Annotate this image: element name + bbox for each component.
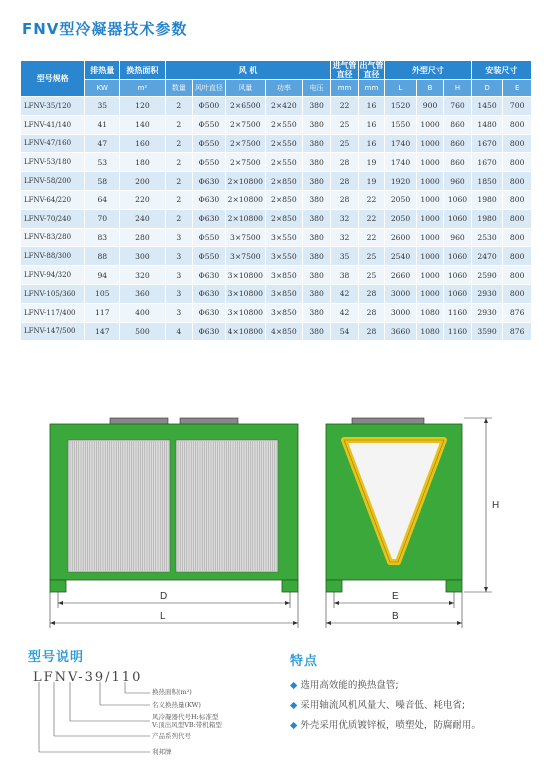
header-capacity: 排热量: [85, 61, 120, 80]
table-cell: 1080: [416, 322, 443, 341]
table-cell: Φ500: [193, 97, 226, 116]
legend-area: 换热面积(m²): [152, 688, 192, 696]
table-cell: 54: [331, 322, 358, 341]
table-cell: 25: [331, 134, 358, 153]
table-cell: 3×850: [265, 284, 302, 303]
table-cell: 16: [358, 115, 384, 134]
table-cell: 2×10800: [225, 172, 265, 191]
table-cell: LFNV-58/200: [21, 172, 85, 191]
table-cell: 380: [302, 115, 331, 134]
table-cell: LFNV-70/240: [21, 209, 85, 228]
table-cell: 2: [165, 209, 192, 228]
table-cell: LFNV-94/320: [21, 266, 85, 285]
table-row: [21, 228, 532, 247]
table-cell: 16: [358, 134, 384, 153]
condenser-drawing: [0, 400, 550, 635]
table-cell: 3: [165, 266, 192, 285]
table-cell: 2×7500: [225, 115, 265, 134]
dim-label-h: H: [492, 500, 500, 511]
table-cell: 860: [444, 134, 471, 153]
table-cell: 220: [120, 190, 165, 209]
table-cell: 380: [302, 172, 331, 191]
table-cell: 2050: [385, 209, 417, 228]
table-cell: Φ630: [193, 209, 226, 228]
diamond-bullet-icon: ◆: [290, 680, 298, 691]
spec-table-body: [21, 97, 532, 341]
subheader-power: 功率: [265, 80, 302, 97]
table-cell: 380: [302, 284, 331, 303]
table-cell: 1000: [416, 115, 443, 134]
table-cell: 380: [302, 228, 331, 247]
table-cell: 380: [302, 134, 331, 153]
table-cell: 2590: [471, 266, 503, 285]
front-leg-left: [50, 580, 66, 592]
table-cell: Φ630: [193, 322, 226, 341]
table-cell: 2930: [471, 284, 503, 303]
table-cell: 22: [331, 97, 358, 116]
table-cell: 876: [503, 322, 532, 341]
table-cell: 16: [358, 97, 384, 116]
table-cell: 2530: [471, 228, 503, 247]
table-cell: LFNV-117/400: [21, 303, 85, 322]
table-cell: 800: [503, 266, 532, 285]
table-cell: 380: [302, 266, 331, 285]
legend-series: 产品系列代号: [152, 732, 191, 740]
table-cell: 140: [120, 115, 165, 134]
model-section-heading: 型号说明: [28, 650, 85, 665]
table-cell: 4: [165, 322, 192, 341]
table-cell: 360: [120, 284, 165, 303]
table-cell: 1850: [471, 172, 503, 191]
table-cell: 120: [120, 97, 165, 116]
table-cell: 3: [165, 247, 192, 266]
table-row: [21, 115, 532, 134]
feature-item: ◆ 采用轴流风机风量大、噪音低、耗电省;: [290, 700, 466, 711]
table-cell: 1060: [444, 266, 471, 285]
table-cell: 2: [165, 153, 192, 172]
table-cell: 25: [358, 247, 384, 266]
table-cell: Φ630: [193, 303, 226, 322]
table-cell: 1550: [385, 115, 417, 134]
table-cell: 32: [331, 228, 358, 247]
side-leg-left: [326, 580, 342, 592]
table-cell: 25: [331, 115, 358, 134]
table-cell: 1000: [416, 190, 443, 209]
table-cell: 41: [85, 115, 120, 134]
table-cell: 2: [165, 115, 192, 134]
table-row: [21, 172, 532, 191]
table-cell: 2: [165, 172, 192, 191]
table-cell: 320: [120, 266, 165, 285]
table-cell: 83: [85, 228, 120, 247]
table-cell: LFNV-41/140: [21, 115, 85, 134]
table-cell: 3: [165, 284, 192, 303]
table-cell: 800: [503, 115, 532, 134]
table-cell: 800: [503, 209, 532, 228]
header-outlet: 出气管直径: [359, 61, 384, 79]
side-leg-right: [446, 580, 462, 592]
table-cell: 19: [358, 153, 384, 172]
table-cell: 380: [302, 190, 331, 209]
header-install: 安装尺寸: [471, 61, 531, 80]
table-cell: LFNV-83/280: [21, 228, 85, 247]
front-dimensions: [50, 592, 298, 628]
table-row: [21, 266, 532, 285]
table-row: [21, 303, 532, 322]
table-cell: 1160: [444, 322, 471, 341]
table-cell: 3660: [385, 322, 417, 341]
subheader-qty: 数量: [165, 80, 192, 97]
table-cell: 180: [120, 153, 165, 172]
table-cell: 42: [331, 303, 358, 322]
table-cell: 2×7500: [225, 153, 265, 172]
subheader-dia: 风叶直径: [193, 80, 226, 97]
legend-brand: 利邦牌: [152, 748, 172, 756]
table-cell: 1080: [416, 303, 443, 322]
features-heading: 特点: [290, 654, 319, 669]
table-cell: 1450: [471, 97, 503, 116]
table-cell: 1000: [416, 266, 443, 285]
table-cell: LFNV-88/300: [21, 247, 85, 266]
subheader-volt: 电压: [302, 80, 331, 97]
spec-table: [20, 60, 532, 341]
table-cell: 1740: [385, 134, 417, 153]
page-title: FNV型冷凝器技术参数: [22, 20, 188, 38]
table-cell: 22: [358, 228, 384, 247]
table-cell: 42: [331, 284, 358, 303]
table-cell: Φ630: [193, 172, 226, 191]
header-model: 型号规格: [21, 61, 85, 97]
table-cell: 800: [503, 190, 532, 209]
table-cell: 3000: [385, 303, 417, 322]
table-cell: 2930: [471, 303, 503, 322]
table-cell: 94: [85, 266, 120, 285]
table-cell: 760: [444, 97, 471, 116]
subheader-h: H: [444, 80, 471, 97]
legend-capacity: 名义换热量(KW): [152, 701, 201, 709]
table-cell: Φ550: [193, 228, 226, 247]
table-cell: 800: [503, 134, 532, 153]
subheader-mm-in: mm: [331, 80, 358, 97]
table-cell: LFNV-105/360: [21, 284, 85, 303]
table-cell: 28: [358, 322, 384, 341]
table-cell: 117: [85, 303, 120, 322]
table-cell: 2: [165, 190, 192, 209]
table-cell: 1000: [416, 284, 443, 303]
table-cell: LFNV-64/220: [21, 190, 85, 209]
table-cell: 1480: [471, 115, 503, 134]
table-cell: 58: [85, 172, 120, 191]
table-cell: 800: [503, 247, 532, 266]
table-cell: 2600: [385, 228, 417, 247]
table-cell: 380: [302, 303, 331, 322]
side-view: [326, 418, 462, 592]
table-cell: 1000: [416, 134, 443, 153]
header-inlet: 进气管直径: [332, 61, 357, 79]
table-cell: 1000: [416, 228, 443, 247]
table-cell: 2470: [471, 247, 503, 266]
table-cell: 1980: [471, 209, 503, 228]
table-cell: 860: [444, 153, 471, 172]
table-cell: 960: [444, 172, 471, 191]
table-cell: 960: [444, 228, 471, 247]
subheader-mm-out: mm: [358, 80, 384, 97]
table-cell: 3×850: [265, 266, 302, 285]
table-cell: 3×7500: [225, 228, 265, 247]
feature-item: ◆ 外壳采用优质镀锌板，喷塑处，防腐耐用。: [290, 720, 481, 731]
table-cell: Φ550: [193, 115, 226, 134]
table-cell: Φ550: [193, 153, 226, 172]
table-row: [21, 284, 532, 303]
table-cell: 28: [331, 153, 358, 172]
table-cell: 28: [358, 284, 384, 303]
table-row: [21, 247, 532, 266]
subheader-d: D: [471, 80, 503, 97]
diamond-bullet-icon: ◆: [290, 720, 298, 731]
subheader-m2: m²: [120, 80, 165, 97]
table-cell: 19: [358, 172, 384, 191]
table-cell: 1000: [416, 153, 443, 172]
table-cell: 38: [331, 266, 358, 285]
table-cell: 25: [358, 266, 384, 285]
table-cell: 1520: [385, 97, 417, 116]
table-cell: 3×850: [265, 303, 302, 322]
table-cell: LFNV-35/120: [21, 97, 85, 116]
table-cell: 380: [302, 153, 331, 172]
table-cell: 3×10800: [225, 303, 265, 322]
header-area: 换热面积: [120, 61, 165, 80]
table-cell: 1000: [416, 172, 443, 191]
table-cell: 4×850: [265, 322, 302, 341]
dim-label-d: D: [160, 591, 168, 602]
table-cell: 64: [85, 190, 120, 209]
subheader-flow: 风量: [225, 80, 265, 97]
table-cell: 380: [302, 247, 331, 266]
table-cell: 4×10800: [225, 322, 265, 341]
table-cell: 2: [165, 97, 192, 116]
table-cell: 500: [120, 322, 165, 341]
table-cell: 28: [331, 190, 358, 209]
table-cell: 380: [302, 209, 331, 228]
table-cell: 800: [503, 153, 532, 172]
table-cell: 3: [165, 303, 192, 322]
table-cell: 35: [331, 247, 358, 266]
table-cell: 1920: [385, 172, 417, 191]
table-cell: 400: [120, 303, 165, 322]
table-cell: 35: [85, 97, 120, 116]
table-cell: 2×850: [265, 172, 302, 191]
legend-type-2: V:顶出风型VB:带机箱型: [152, 721, 222, 729]
table-cell: 2×550: [265, 134, 302, 153]
table-cell: 800: [503, 172, 532, 191]
table-cell: 3×550: [265, 228, 302, 247]
table-row: [21, 209, 532, 228]
table-cell: 200: [120, 172, 165, 191]
table-cell: 700: [503, 97, 532, 116]
table-cell: 47: [85, 134, 120, 153]
table-cell: 88: [85, 247, 120, 266]
table-cell: 32: [331, 209, 358, 228]
table-cell: 2×420: [265, 97, 302, 116]
dim-label-e: E: [392, 591, 399, 602]
table-cell: 1670: [471, 134, 503, 153]
table-cell: 800: [503, 228, 532, 247]
table-cell: Φ630: [193, 266, 226, 285]
front-view: [50, 418, 298, 592]
table-cell: LFNV-47/160: [21, 134, 85, 153]
table-cell: 300: [120, 247, 165, 266]
table-cell: 2×550: [265, 115, 302, 134]
table-cell: 3×10800: [225, 266, 265, 285]
table-cell: 3: [165, 228, 192, 247]
table-cell: 2660: [385, 266, 417, 285]
table-cell: 2×10800: [225, 209, 265, 228]
model-code: LFNV-39/110: [33, 670, 143, 685]
table-cell: Φ630: [193, 284, 226, 303]
table-cell: 3×10800: [225, 284, 265, 303]
dim-label-b: B: [392, 611, 399, 622]
table-row: [21, 97, 532, 116]
table-cell: 1670: [471, 153, 503, 172]
subheader-e: E: [503, 80, 532, 97]
table-cell: 2×7500: [225, 134, 265, 153]
header-fan: 风 机: [165, 61, 331, 80]
front-leg-right: [282, 580, 298, 592]
table-cell: 3000: [385, 284, 417, 303]
table-cell: 2×850: [265, 190, 302, 209]
front-dimension-arrows: [50, 601, 298, 625]
table-cell: 3590: [471, 322, 503, 341]
table-cell: 2×10800: [225, 190, 265, 209]
table-cell: Φ550: [193, 134, 226, 153]
table-cell: 3×7500: [225, 247, 265, 266]
table-row: [21, 190, 532, 209]
table-cell: 22: [358, 209, 384, 228]
table-cell: 3×550: [265, 247, 302, 266]
diamond-bullet-icon: ◆: [290, 700, 298, 711]
table-cell: 1000: [416, 247, 443, 266]
table-row: [21, 322, 532, 341]
table-cell: 2: [165, 134, 192, 153]
table-cell: 1060: [444, 284, 471, 303]
subheader-kw: KW: [85, 80, 120, 97]
table-cell: 380: [302, 97, 331, 116]
table-cell: 380: [302, 322, 331, 341]
table-cell: 160: [120, 134, 165, 153]
table-cell: Φ630: [193, 190, 226, 209]
table-cell: 28: [331, 172, 358, 191]
table-cell: Φ550: [193, 247, 226, 266]
dim-label-l: L: [160, 611, 166, 622]
table-cell: 1060: [444, 209, 471, 228]
table-cell: LFNV-53/180: [21, 153, 85, 172]
table-cell: 1980: [471, 190, 503, 209]
table-cell: 240: [120, 209, 165, 228]
table-cell: 1060: [444, 190, 471, 209]
table-cell: 105: [85, 284, 120, 303]
table-cell: 70: [85, 209, 120, 228]
header-dims: 外型尺寸: [385, 61, 472, 80]
legend-type-1: 风冷凝器代号H:标准型: [152, 713, 219, 721]
table-cell: 147: [85, 322, 120, 341]
table-row: [21, 153, 532, 172]
table-cell: 1740: [385, 153, 417, 172]
table-cell: LFNV-147/500: [21, 322, 85, 341]
table-cell: 2×6500: [225, 97, 265, 116]
table-cell: 800: [503, 284, 532, 303]
table-cell: 900: [416, 97, 443, 116]
table-cell: 876: [503, 303, 532, 322]
table-cell: 1060: [444, 247, 471, 266]
table-cell: 860: [444, 115, 471, 134]
table-cell: 53: [85, 153, 120, 172]
subheader-l: L: [385, 80, 417, 97]
feature-item: ◆ 选用高效能的换热盘管;: [290, 680, 399, 691]
table-row: [21, 134, 532, 153]
table-cell: 2×550: [265, 153, 302, 172]
table-cell: 1160: [444, 303, 471, 322]
subheader-b: B: [416, 80, 443, 97]
table-cell: 22: [358, 190, 384, 209]
table-cell: 1000: [416, 209, 443, 228]
table-cell: 280: [120, 228, 165, 247]
table-cell: 2×850: [265, 209, 302, 228]
table-cell: 28: [358, 303, 384, 322]
table-cell: 2540: [385, 247, 417, 266]
table-cell: 2050: [385, 190, 417, 209]
